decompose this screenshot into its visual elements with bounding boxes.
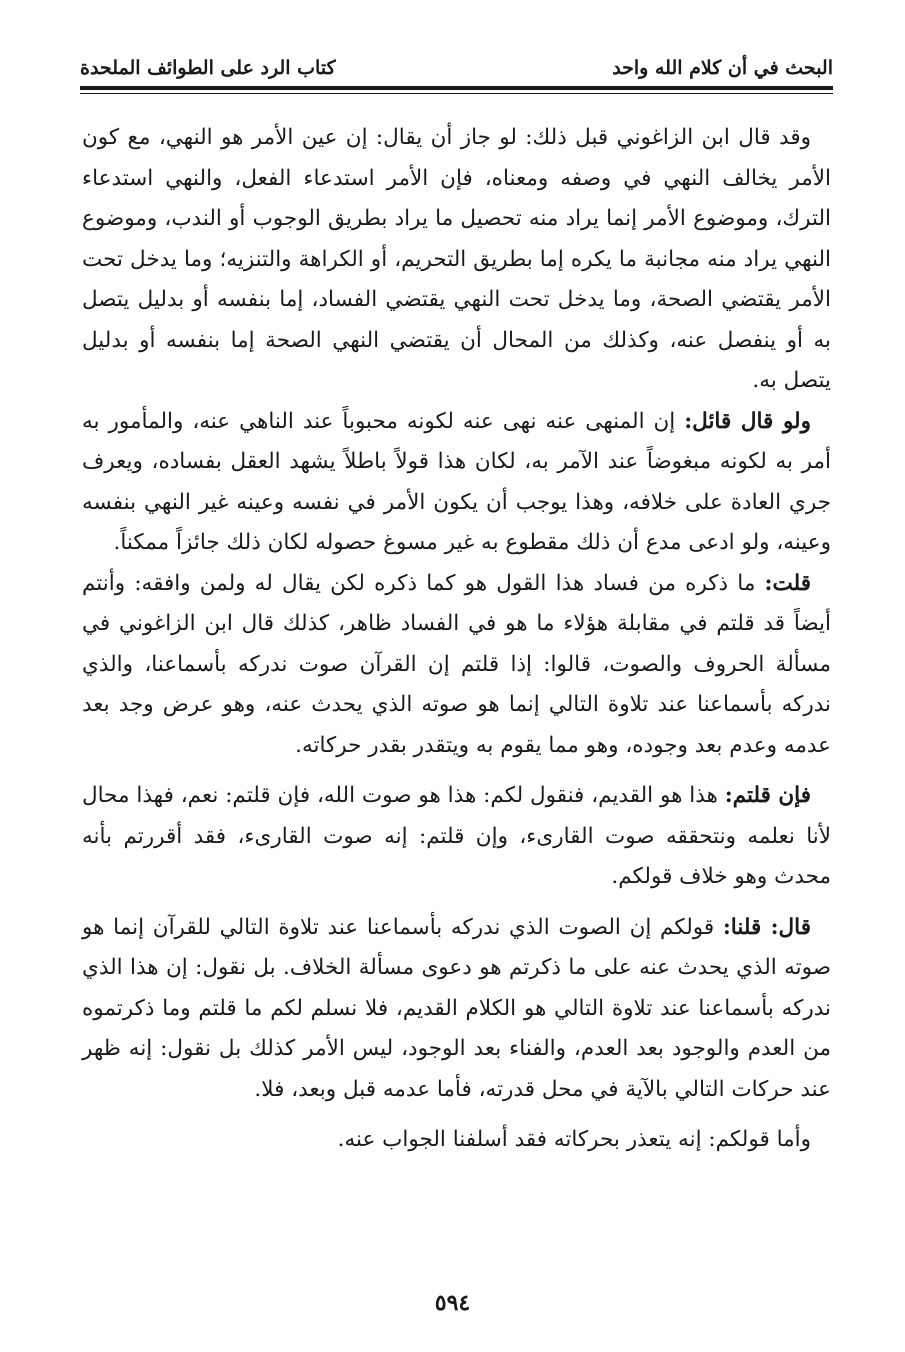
main-text	[82, 118, 831, 1161]
header-rule-thick	[80, 86, 833, 90]
paragraph-lead: قلت:	[764, 570, 811, 596]
paragraph	[82, 118, 831, 402]
paragraph	[82, 1120, 831, 1161]
paragraph-lead: فإن قلتم:	[724, 783, 811, 808]
paragraph-text: ما ذكره من فساد هذا القول هو كما ذكره لكن يقال له ولمن وافقه: وأنتم أيضاً قد قلتم في مقابلة هؤلاء ما هو في الفساد ظاهر، كذلك قال ابن الزاغوني في مسألة الحروف والصوت، قالوا: إذا قلتم إن القرآن صوت ندركه بأسماعنا، والذي ندركه بأسماعنا عند تلاوة التالي إنما هو صوته الذي يحدث عنه، وهو عرض وجد بعد عدمه وعدم بعد وجوده، وهو مما يقوم به ويتقدر بقدر حركاته.	[82, 570, 831, 758]
page-header	[80, 52, 833, 84]
header-chapter-title: البحث في أن كلام الله واحد	[612, 57, 833, 79]
paragraph-text: إن المنهى عنه نهى عنه لكونه محبوباً عند الناهي عنه، والمأمور به أمر به لكونه مبغوضاً عند الآمر به، لكان هذا قولاً باطلاً يشهد العقل بفساده، ويعرف جري العادة على خلافه، وهذا يوجب أن يكون الأمر في نفسه وعينه غير النهي بنفسه وعينه، ولو ادعى مدع أن ذلك مقطوع به غير مسوغ حصوله لكان ذلك جائزاً ممكناً.	[82, 408, 831, 555]
paragraph-lead: ولو قال قائل:	[684, 408, 811, 434]
paragraph-lead: قال: قلنا:	[722, 914, 811, 940]
header-rule-thin	[80, 93, 833, 94]
header-book-title: كتاب الرد على الطوائف الملحدة	[80, 57, 336, 79]
paragraph	[82, 402, 831, 564]
paragraph-text: قولكم إن الصوت الذي ندركه بأسماعنا عند تلاوة التالي للقرآن إنما هو صوته الذي يحدث عنه على ما ذكرتم هو دعوى مسألة الخلاف. بل نقول: إن هذا الذي ندركه بأسماعنا عند تلاوة التالي هو الكلام القديم، فلا نسلم لكم ما قلتم وما ذكرتموه من العدم والوجود بعد العدم، والفناء بعد الوجود، ليس الأمر كذلك بل نقول: إنه ظهر عند حركات التالي بالآية في محل قدرته، فأما عدمه قبل وبعد، فلا.	[82, 914, 831, 1102]
paragraph	[82, 564, 831, 767]
paragraph	[82, 908, 831, 1111]
paragraph-text: هذا هو القديم، فنقول لكم: هذا هو صوت الله، فإن قلتم: نعم، فهذا محال لأنا نعلمه ونتحققه صوت القارىء، وإن قلتم: إنه صوت القارىء، فقد أقررتم بأنه محدث وهو خلاف قولكم.	[82, 783, 831, 889]
paragraph	[82, 776, 831, 898]
paragraph-text: وأما قولكم: إنه يتعذر بحركاته فقد أسلفنا الجواب عنه.	[337, 1127, 811, 1152]
paragraph-text: وقد قال ابن الزاغوني قبل ذلك: لو جاز أن يقال: إن عين الأمر هو النهي، مع كون الأمر يخالف النهي في وصفه ومعناه، فإن الأمر استدعاء الفعل، والنهي استدعاء الترك، وموضوع الأمر إنما يراد منه تحصيل ما يراد بطريق الوجوب أو الندب، وموضوع النهي يراد منه مجانبة ما يكره إما بطريق التحريم، أو الكراهة والتنزيه؛ وما يدخل تحت الأمر يقتضي الصحة، وما يدخل تحت النهي يقتضي الفساد، إما بنفسه أو بدليل يتصل به أو ينفصل عنه، وكذلك من المحال أن يقتضي النهي الصحة إما بنفسه أو بدليل يتصل به.	[82, 125, 831, 393]
page-number: ٥٩٤	[434, 1290, 471, 1316]
